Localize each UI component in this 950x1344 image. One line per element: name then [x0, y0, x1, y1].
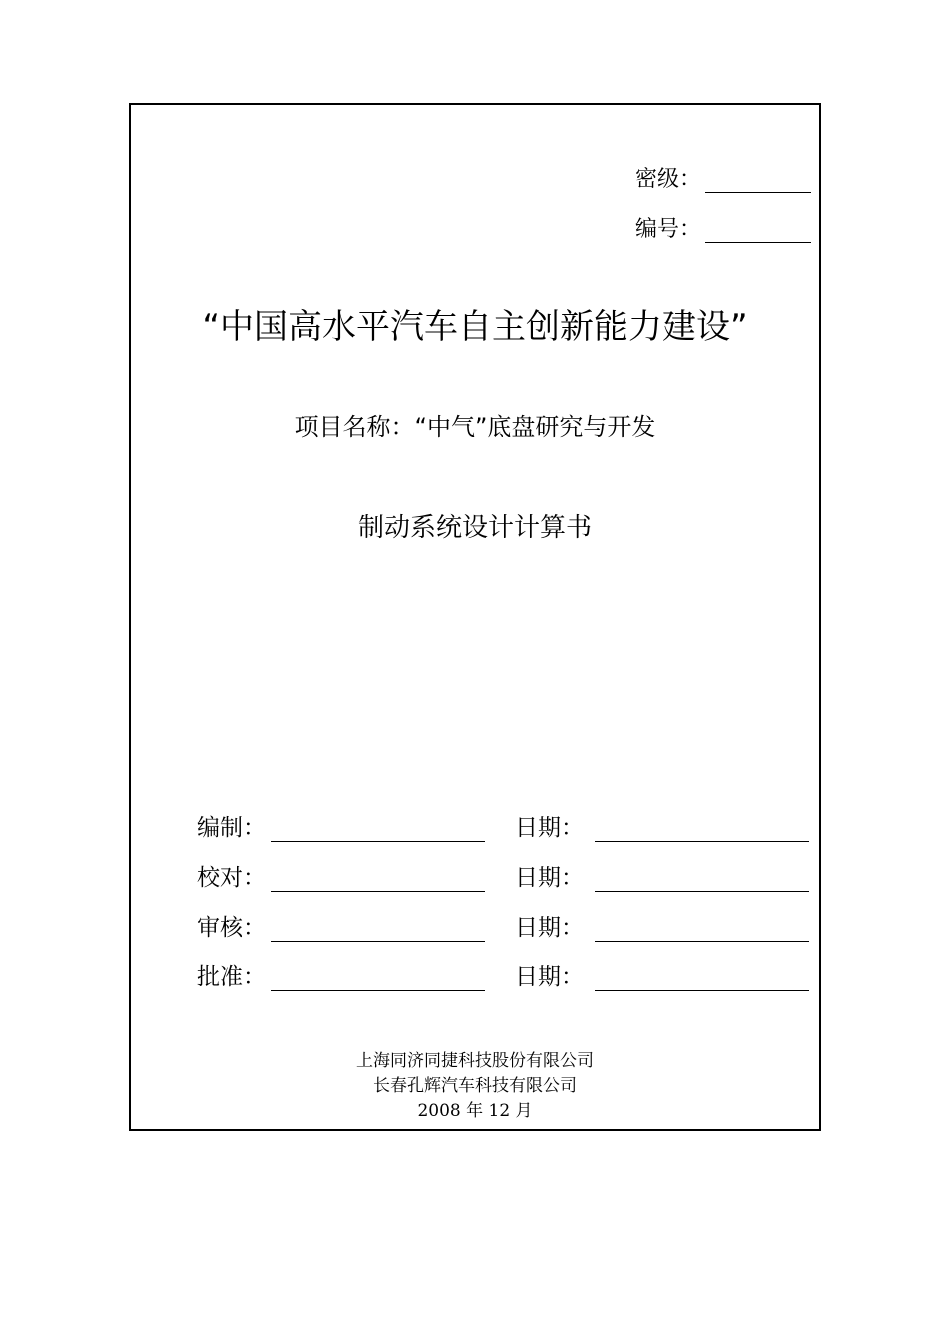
secrecy-level-label: 密级：	[634, 167, 701, 192]
signature-label: 校对：	[197, 865, 266, 891]
date-field[interactable]	[595, 941, 809, 942]
signature-label: 编制：	[197, 815, 266, 841]
secrecy-level-row	[635, 167, 811, 193]
signature-label: 批准：	[197, 964, 266, 990]
cover-frame	[129, 103, 821, 1131]
signature-field[interactable]	[271, 941, 485, 942]
date-label: 日期：	[515, 915, 584, 941]
signature-field[interactable]	[271, 891, 485, 892]
date-label: 日期：	[515, 964, 584, 990]
date-field[interactable]	[595, 841, 809, 842]
footer	[131, 1049, 819, 1124]
main-title: “中国高水平汽车自主创新能力建设”	[202, 307, 748, 347]
signature-row-proofread	[197, 863, 813, 895]
date-field[interactable]	[595, 891, 809, 892]
issue-date: 2008 年 12 月	[417, 1101, 533, 1121]
document-number-row	[635, 217, 811, 243]
document-number-label: 编号：	[634, 217, 701, 242]
date-label: 日期：	[515, 815, 584, 841]
project-name: 项目名称：“中气”底盘研究与开发	[294, 413, 656, 441]
signature-row-review	[197, 913, 813, 945]
date-label: 日期：	[515, 865, 584, 891]
signature-field[interactable]	[271, 990, 485, 991]
document-title: 制动系统设计计算书	[357, 513, 592, 543]
company-name-1: 上海同济同捷科技股份有限公司	[356, 1051, 594, 1071]
signature-label: 审核：	[197, 915, 266, 941]
signature-row-compile	[197, 813, 813, 845]
document-number-field[interactable]	[705, 220, 811, 243]
date-field[interactable]	[595, 990, 809, 991]
company-name-2: 长春孔辉汽车科技有限公司	[373, 1076, 577, 1096]
signature-field[interactable]	[271, 841, 485, 842]
secrecy-level-field[interactable]	[705, 170, 811, 193]
signature-row-approve	[197, 962, 813, 994]
